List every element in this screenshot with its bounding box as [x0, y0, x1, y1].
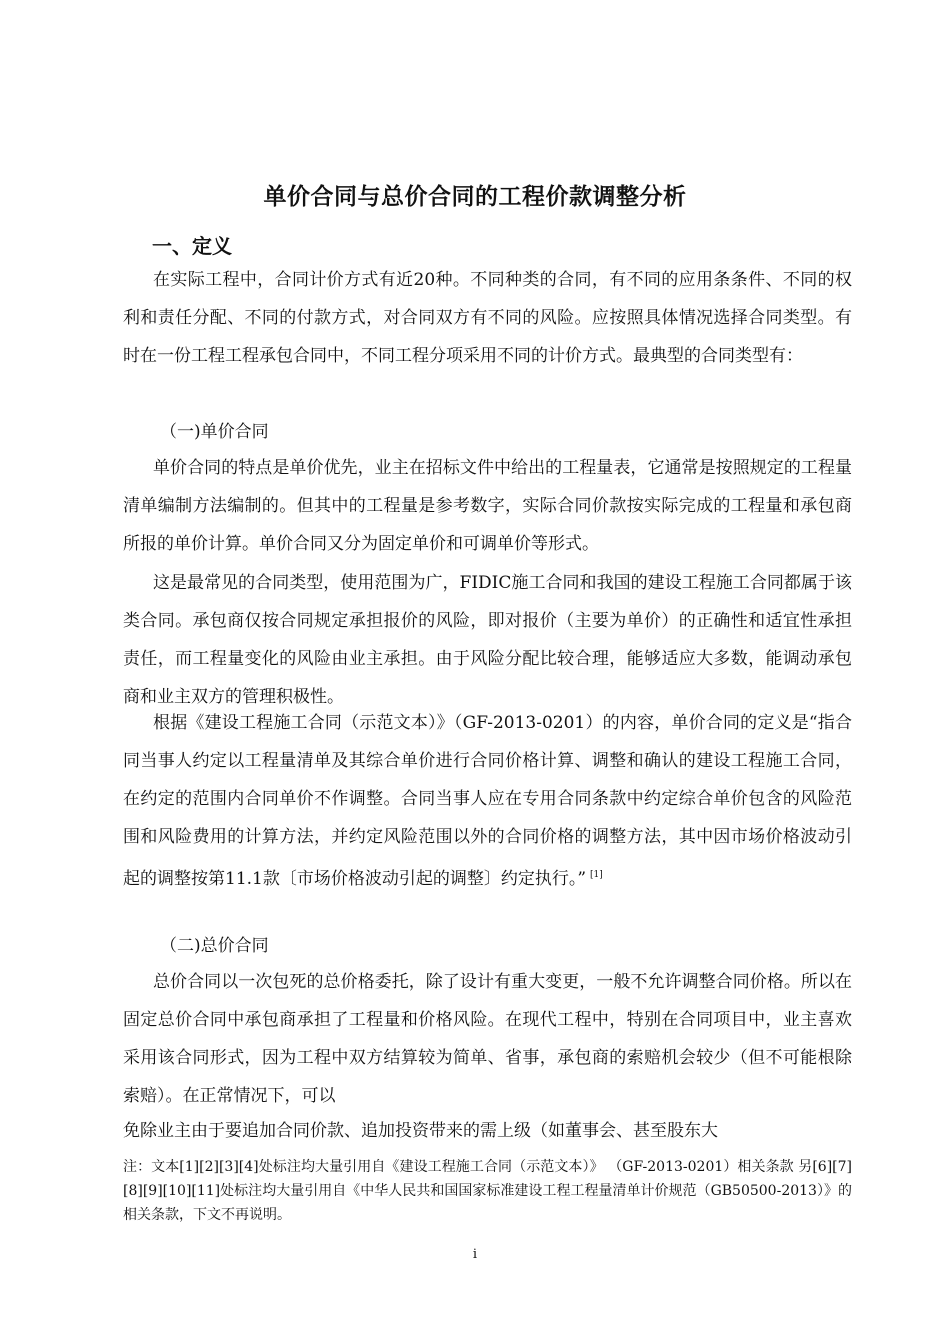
unit-price-paragraph-2: 这是最常见的合同类型，使用范围为广，FIDIC施工合同和我国的建设工程施工合同都属于该类合同。承包商仅按合同规定承担报价的风险，即对报价（主要为单价）的正确性和适宜性承担责任，而工程量变化的风险由业主承担。由于风险分配比较合理，能够适应大多数，能调动承包商和业主双方的管理积极性。	[123, 573, 852, 707]
unit-price-paragraph-1: 单价合同的特点是单价优先，业主在招标文件中给出的工程量表，它通常是按照规定的工程量清单编制方法编制的。但其中的工程量是参考数字，实际合同价款按实际完成的工程量和承包商所报的单价计算。单价合同又分为固定单价和可调单价等形式。	[123, 458, 852, 554]
unit-price-paragraph-3	[123, 704, 852, 898]
reference-marker: [1]	[590, 870, 603, 880]
unit-price-definition-text: 根据《建设工程施工合同（示范文本）》（GF-2013-0201）的内容，单价合同的定义是“指合同当事人约定以工程量清单及其综合单价进行合同价格计算、调整和确认的建设工程施工合同，在约定的范围内合同单价不作调整。合同当事人应在专用合同条款中约定综合单价包含的风险范围和风险费用的计算方法，并约定风险范围以外的合同价格的调整方法，其中因市场价格波动引起的调整按第11.1款〔市场价格波动引起的调整〕约定执行。”	[123, 713, 852, 889]
page-number: i	[472, 1247, 478, 1262]
footnote: 注：文本[1][2][3][4]处标注均大量引用自《建设工程施工合同（示范文本）》 （GF-2013-0201）相关条款 另[6][7][8][9][10][11]处标注均大量引用自《中华人民共和国国家标准建设工程工程量清单计价规范（GB50500-2013）》的相关条款，下文不再说明。	[123, 1159, 852, 1223]
lump-sum-paragraph-1: 总价合同以一次包死的总价格委托，除了设计有重大变更，一般不允许调整合同价格。所以在固定总价合同中承包商承担了工程量和价格风险。在现代工程中，特别在合同项目中，业主喜欢采用该合同形式，因为工程中双方结算较为简单、省事，承包商的索赔机会较少（但不可能根除索赔）。在正常情况下，可以	[123, 972, 852, 1106]
intro-paragraph: 在实际工程中，合同计价方式有近20种。不同种类的合同，有不同的应用条条件、不同的权利和责任分配、不同的付款方式，对合同双方有不同的风险。应按照具体情况选择合同类型。有时在一份工程工程承包合同中，不同工程分项采用不同的计价方式。最典型的合同类型有：	[123, 270, 852, 366]
section-heading-definition: 一、定义	[152, 234, 232, 258]
sub-heading-lump-sum-contract: （二)总价合同	[160, 936, 269, 956]
document-title: 单价合同与总价合同的工程价款调整分析	[263, 184, 687, 210]
lump-sum-paragraph-continuation: 免除业主由于要追加合同价款、追加投资带来的需上级（如董事会、甚至股东大	[123, 1121, 718, 1141]
sub-heading-unit-price-contract: （一)单价合同	[160, 422, 269, 442]
